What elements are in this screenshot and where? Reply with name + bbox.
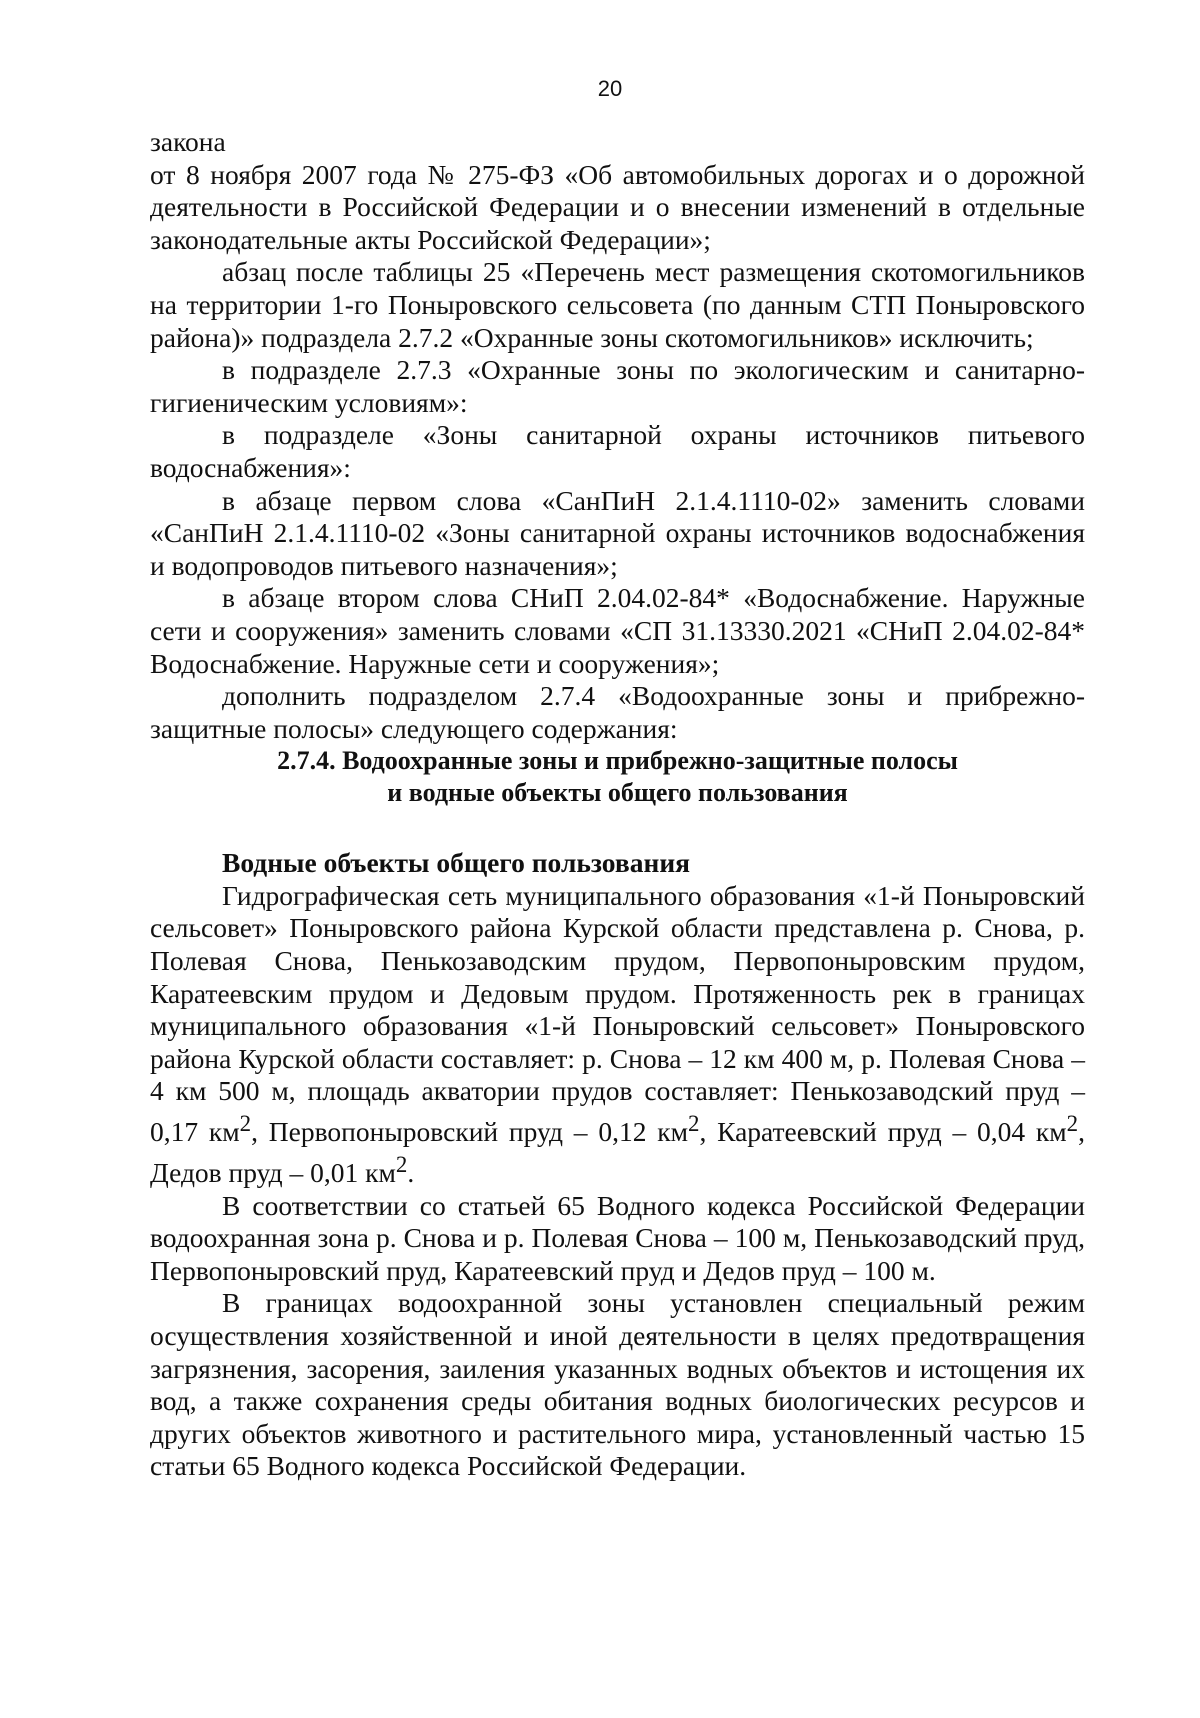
paragraph-sanitary-zones: в подразделе «Зоны санитарной охраны источников питьевого водоснабжения»:	[150, 419, 1085, 483]
paragraph-exclude-table-25: абзац после таблицы 25 «Перечень мест размещения скотомогильников на территории 1-го Поныровского сельсовета (по данным СТП Поныровского района)» подраздела 2.7.2 «Охранные зоны скотомогильников» исключить;	[150, 256, 1085, 353]
subheading-water-objects: Водные объекты общего пользования	[222, 847, 691, 879]
paragraph-special-regime: В границах водоохранной зоны установлен специальный режим осуществления хозяйственной и иной деятельности в целях предотвращения загрязнения, засорения, заиления указанных водных объектов и истощения их вод, а также сохранения среды обитания водных биологических ресурсов и других объектов животного и растительного мира, установленный частью 15 статьи 65 Водного кодекса Российской Федерации.	[150, 1287, 1085, 1482]
paragraph-subsection-2-7-3: в подразделе 2.7.3 «Охранные зоны по экологическим и санитарно-гигиеническим условиям»:	[150, 354, 1085, 418]
superscript-2: 2	[239, 1111, 252, 1137]
paragraph-first-abzac-sanpin: в абзаце первом слова «СанПиН 2.1.4.1110-02» заменить словами «СанПиН 2.1.4.1110-02 «Зоны санитарной охраны источников водоснабжения и водопроводов питьевого назначения»;	[150, 484, 1085, 581]
superscript-2: 2	[1066, 1111, 1079, 1137]
hydro-text-4: , Дедов пруд – 0,01 км	[150, 1116, 1085, 1188]
section-heading	[150, 745, 1085, 809]
paragraph-water-protection-zone: В соответствии со статьей 65 Водного кодекса Российской Федерации водоохранная зона р. Снова и р. Полевая Снова – 100 м, Пенькозаводский пруд, Первопоныровский пруд, Каратеевский пруд и Дедов пруд – 100 м.	[150, 1189, 1085, 1286]
paragraph-law-reference: от 8 ноября 2007 года № 275-ФЗ «Об автомобильных дорогах и о дорожной деятельности в Российской Федерации и о внесении изменений в отдельные законодательные акты Российской Федерации»;	[150, 158, 1085, 255]
paragraph-second-abzac-snip: в абзаце втором слова СНиП 2.04.02-84* «Водоснабжение. Наружные сети и сооружения» заменить словами «СП 31.13330.2021 «СНиП 2.04.02-84* Водоснабжение. Наружные сети и сооружения»;	[150, 582, 1085, 679]
superscript-2: 2	[395, 1151, 408, 1177]
section-heading-line-2: и водные объекты общего пользования	[387, 778, 848, 808]
paragraph-law-word: закона	[150, 126, 226, 157]
paragraph-add-subsection-2-7-4: дополнить подразделом 2.7.4 «Водоохранные зоны и прибрежно-защитные полосы» следующего содержания:	[150, 680, 1085, 744]
section-heading-line-1: 2.7.4. Водоохранные зоны и прибрежно-защитные полосы	[277, 746, 958, 776]
hydro-text-1: Гидрографическая сеть муниципального образования «1-й Поныровский сельсовет» Поныровского района Курской области представлена р. Снова, р. Полевая Снова, Пенькозаводским прудом, Первопоныровским прудом, Каратеевским прудом и Дедовым прудом. Протяженность рек в границах муниципального образования «1-й Поныровский сельсовет» Поныровского района Курской области составляет: р. Снова – 12 км 400 м, р. Полевая Снова – 4 км 500 м, площадь акватории прудов составляет: Пенькозаводский пруд – 0,17 км	[150, 879, 1085, 1148]
paragraph-hydrographic-network	[150, 880, 1085, 1190]
page-number: 20	[597, 76, 623, 101]
hydro-text-3: , Каратеевский пруд – 0,04 км	[699, 1116, 1067, 1148]
document-body	[150, 126, 1085, 1483]
hydro-text-2: , Первопоныровский пруд – 0,12 км	[251, 1116, 688, 1148]
superscript-2: 2	[688, 1111, 700, 1137]
hydro-text-end: .	[407, 1156, 415, 1188]
